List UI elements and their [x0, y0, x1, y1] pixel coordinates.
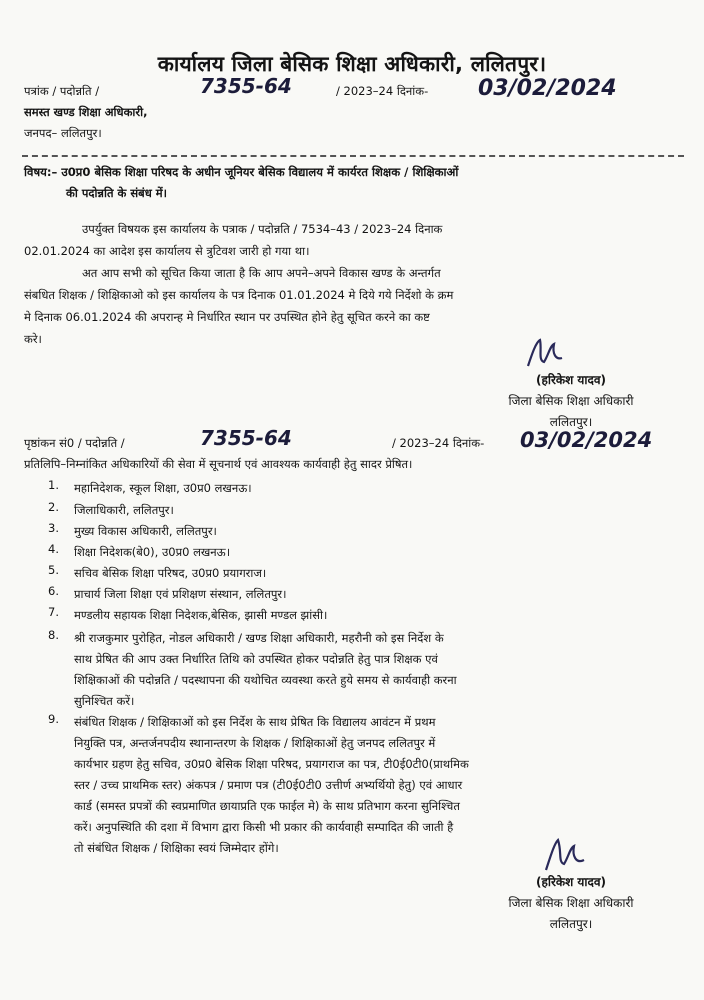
- endorsement-handwritten-number: 7355-64: [200, 426, 292, 450]
- divider: [22, 155, 684, 157]
- signature-mark: [522, 336, 566, 372]
- recipient-text: करें। अनुपस्थिति की दशा में विभाग द्वारा किसी भी प्रकार की कार्यवाही सम्पादित की जाती है: [74, 820, 454, 834]
- recipient-text: स्तर / उच्च प्राथमिक स्तर) अंकपत्र / प्रमाण पत्र (टी0ई0टी0 उत्तीर्ण अभ्यर्थियो हेतु) एवं आधार: [74, 778, 463, 792]
- recipient-number: 8.: [48, 628, 59, 642]
- recipient-text: शिक्षा निदेशक(बे0), उ0प्र0 लखनऊ।: [74, 545, 231, 559]
- recipient-text: मुख्य विकास अधिकारी, ललितपुर।: [74, 524, 217, 538]
- subject-line1: विषय:– उ0प्र0 बेसिक शिक्षा परिषद के अधीन जूनियर बेसिक विद्यालय में कार्यरत शिक्षक / शिक्षिकाओं: [24, 165, 459, 179]
- recipient-text: मण्डलीय सहायक शिक्षा निदेशक,बेसिक, झासी मण्डल झांसी।: [74, 608, 328, 622]
- recipient-text: संबंधित शिक्षक / शिक्षिकाओं को इस निर्देश के साथ प्रेषित कि विद्यालय आवंटन में प्रथम: [74, 715, 436, 729]
- endorsement-handwritten-date: 03/02/2024: [520, 428, 653, 452]
- recipient-number: 3.: [48, 521, 59, 535]
- recipient-text: जिलाधिकारी, ललितपुर।: [74, 503, 174, 517]
- signature2-place: ललितपुर।: [549, 917, 593, 931]
- recipient-text: साथ प्रेषित की आप उक्त निर्धारित तिथि को उपस्थित होकर पदोन्नति हेतु पात्र शिक्षक एवं: [74, 652, 438, 666]
- para2-line3: मे दिनाक 06.01.2024 की अपरान्ह मे निर्धारित स्थान पर उपस्थित होने हेतु सूचित करने का कष्ट: [24, 310, 430, 324]
- recipient-text: कार्यभार ग्रहण हेतु सचिव, उ0प्र0 बेसिक शिक्षा परिषद, प्रयागराज का पत्र, टी0ई0टी0(प्राथमिक: [74, 757, 469, 771]
- signature1-name: (हरिकेश यादव): [535, 373, 607, 387]
- subject-line2: की पदोन्नति के संबंध में।: [66, 186, 168, 200]
- signature2-block: [456, 872, 686, 935]
- signature2-designation: जिला बेसिक शिक्षा अधिकारी: [508, 896, 634, 910]
- recipient-text: नियुक्ति पत्र, अन्तर्जनपदीय स्थानान्तरण के शिक्षक / शिक्षिकाओं हेतु जनपद ललितपुर में: [74, 736, 436, 750]
- signature1-block: [456, 370, 686, 433]
- recipient-text: तो संबंधित शिक्षक / शिक्षिका स्वयं जिम्मेदार होंगे।: [74, 841, 279, 855]
- endorsement-year-date-label: / 2023–24 दिनांक-: [392, 436, 485, 450]
- recipient-text: सचिव बेसिक शिक्षा परिषद, उ0प्र0 प्रयागराज।: [74, 566, 267, 580]
- endorsement-label: पृष्ठांकन सं0 / पदोन्नति /: [24, 436, 125, 450]
- para1-line1: उपर्युक्त विषयक इस कार्यालय के पत्राक / पदोन्नति / 7534–43 / 2023–24 दिनाक: [82, 222, 443, 236]
- ref-handwritten-date: 03/02/2024: [478, 76, 617, 101]
- addressee-line2: जनपद– ललितपुर।: [24, 126, 102, 140]
- para1-line2: 02.01.2024 का आदेश इस कार्यालय से त्रुटिवश जारी हो गया था।: [24, 244, 310, 258]
- recipient-number: 7.: [48, 605, 59, 619]
- recipient-number: 1.: [48, 478, 59, 492]
- signature2-name: (हरिकेश यादव): [535, 875, 607, 889]
- office-title: कार्यालय जिला बेसिक शिक्षा अधिकारी, ललितपुर।: [157, 52, 547, 76]
- recipient-text: श्री राजकुमार पुरोहित, नोडल अधिकारी / खण्ड शिक्षा अधिकारी, महरौनी को इस निर्देश के: [74, 631, 444, 645]
- recipient-text: शिक्षिकाओं की पदोन्नति / पदस्थापना की यथोचित व्यवस्था करते हुये समय से कार्यवाही करना: [74, 673, 457, 687]
- recipient-number: 6.: [48, 584, 59, 598]
- recipient-text: प्राचार्य जिला शिक्षा एवं प्रशिक्षण संस्थान, ललितपुर।: [74, 587, 287, 601]
- recipient-number: 4.: [48, 542, 59, 556]
- recipient-text: कार्ड (समस्त प्रपत्रों की स्वप्रमाणित छायाप्रति एक फाईल मे) के साथ प्रतिभाग करना सुनिश्चित: [74, 799, 460, 813]
- addressee-line1: समस्त खण्ड शिक्षा अधिकारी,: [24, 105, 148, 119]
- recipient-number: 2.: [48, 500, 59, 514]
- signature-mark-2: [540, 836, 588, 876]
- ref-handwritten-number: 7355-64: [200, 74, 292, 98]
- para2-line1: अत आप सभी को सूचित किया जाता है कि आप अपने–अपने विकास खण्ड के अन्तर्गत: [82, 266, 441, 280]
- ref-label: पत्रांक / पदोन्नति /: [24, 84, 100, 98]
- signature1-designation: जिला बेसिक शिक्षा अधिकारी: [508, 394, 634, 408]
- recipient-number: 5.: [48, 563, 59, 577]
- signature1-place: ललितपुर।: [549, 415, 593, 429]
- ref-year-date-label: / 2023–24 दिनांक-: [336, 84, 429, 98]
- recipient-text: महानिदेशक, स्कूल शिक्षा, उ0प्र0 लखनऊ।: [74, 481, 252, 495]
- para2-line2: संबधित शिक्षक / शिक्षिकाओ को इस कार्यालय के पत्र दिनाक 01.01.2024 मे दिये गये निर्देशो के क्रम: [24, 288, 454, 302]
- para2-line4: करे।: [24, 332, 42, 346]
- copy-line: प्रतिलिपि–निम्नांकित अधिकारियों की सेवा में सूचनार्थ एवं आवश्यक कार्यवाही हेतु सादर प्रेषित।: [24, 457, 413, 471]
- recipient-text: सुनिश्चित करें।: [74, 694, 135, 708]
- recipient-number: 9.: [48, 712, 59, 726]
